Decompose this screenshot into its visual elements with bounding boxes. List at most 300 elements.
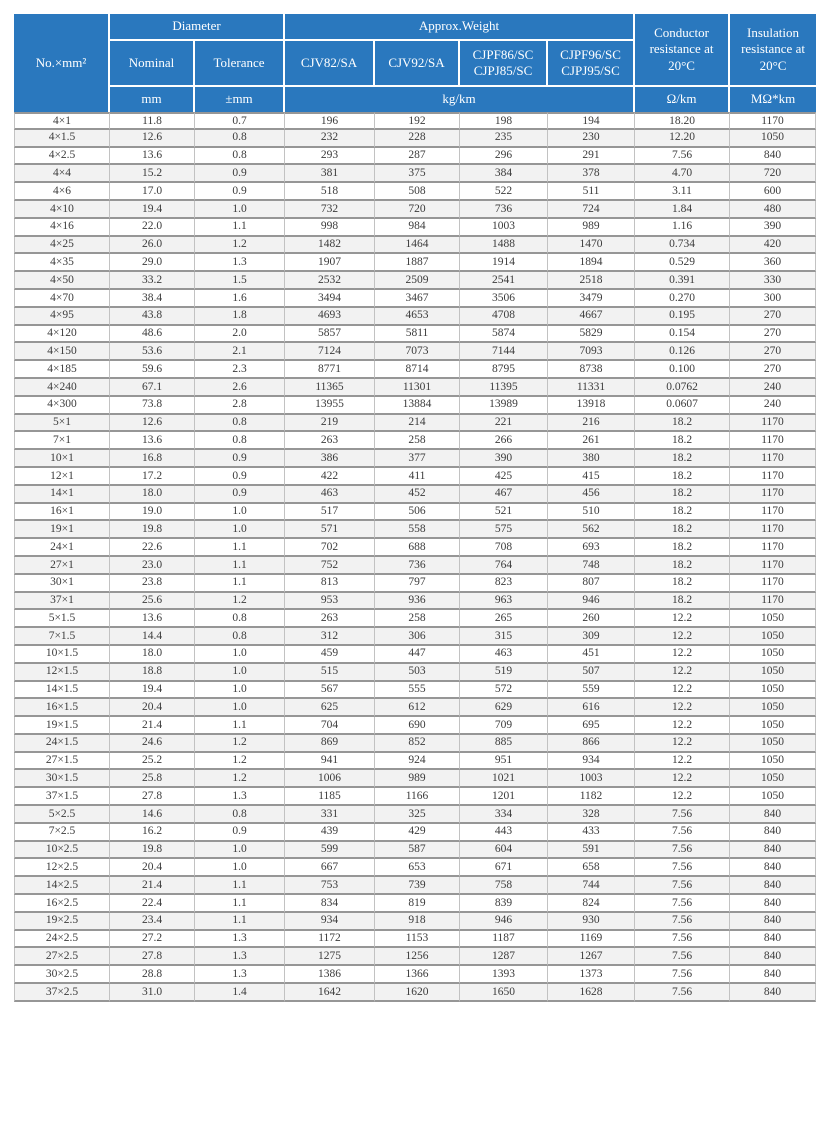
cell: 840 — [730, 824, 816, 842]
cell: 4×1 — [14, 112, 110, 130]
cell: 3467 — [375, 290, 460, 308]
cell: 0.0762 — [635, 379, 730, 397]
header-weight-group: Approx.Weight — [285, 14, 635, 41]
cell: 467 — [460, 486, 548, 504]
cell: 1.3 — [195, 254, 285, 272]
cell: 1.0 — [195, 646, 285, 664]
cell: 312 — [285, 628, 375, 646]
cell: 934 — [548, 753, 635, 771]
cell: 946 — [548, 593, 635, 611]
cell: 12.2 — [635, 699, 730, 717]
cell: 510 — [548, 504, 635, 522]
cell: 59.6 — [110, 361, 195, 379]
cell: 720 — [375, 201, 460, 219]
cell: 27×1.5 — [14, 753, 110, 771]
cell: 1.16 — [635, 219, 730, 237]
cell: 7×1 — [14, 432, 110, 450]
cell: 12×1.5 — [14, 664, 110, 682]
cell: 7.56 — [635, 895, 730, 913]
cell: 1006 — [285, 770, 375, 788]
cell: 5874 — [460, 326, 548, 344]
cell: 724 — [548, 201, 635, 219]
cell: 764 — [460, 557, 548, 575]
cell: 1050 — [730, 664, 816, 682]
cell: 375 — [375, 165, 460, 183]
cell: 1.2 — [195, 237, 285, 255]
cell: 688 — [375, 539, 460, 557]
table-row — [14, 130, 816, 148]
table-row — [14, 842, 816, 860]
cell: 433 — [548, 824, 635, 842]
cell: 924 — [375, 753, 460, 771]
cell: 296 — [460, 148, 548, 166]
cell: 1907 — [285, 254, 375, 272]
cell: 1.3 — [195, 966, 285, 984]
cell: 658 — [548, 859, 635, 877]
cell: 27.8 — [110, 788, 195, 806]
cell: 1470 — [548, 237, 635, 255]
header-diameter-group: Diameter — [110, 14, 285, 41]
cell: 17.0 — [110, 183, 195, 201]
cell: 19.4 — [110, 201, 195, 219]
table-row — [14, 254, 816, 272]
cell: 315 — [460, 628, 548, 646]
cell: 18.8 — [110, 664, 195, 682]
cell: 12.20 — [635, 130, 730, 148]
cell: 591 — [548, 842, 635, 860]
cell: 1894 — [548, 254, 635, 272]
table-row — [14, 735, 816, 753]
cell: 1170 — [730, 468, 816, 486]
cell: 425 — [460, 468, 548, 486]
cell: 515 — [285, 664, 375, 682]
cell: 0.529 — [635, 254, 730, 272]
cell: 1620 — [375, 984, 460, 1002]
cell: 951 — [460, 753, 548, 771]
cell: 459 — [285, 646, 375, 664]
table-row — [14, 575, 816, 593]
cell: 506 — [375, 504, 460, 522]
cell: 7.56 — [635, 913, 730, 931]
cell: 21.4 — [110, 717, 195, 735]
cell: 599 — [285, 842, 375, 860]
cell: 263 — [285, 610, 375, 628]
cell: 0.9 — [195, 468, 285, 486]
cell: 13.6 — [110, 432, 195, 450]
cell: 0.8 — [195, 130, 285, 148]
cell: 1.1 — [195, 539, 285, 557]
table-row — [14, 628, 816, 646]
cell: 10×1 — [14, 450, 110, 468]
cell: 840 — [730, 966, 816, 984]
cell: 14.4 — [110, 628, 195, 646]
cell: 12.2 — [635, 682, 730, 700]
cell: 1170 — [730, 486, 816, 504]
header-cjv92: CJV92/SA — [375, 41, 460, 87]
cell: 555 — [375, 682, 460, 700]
cell: 334 — [460, 806, 548, 824]
cell: 1050 — [730, 130, 816, 148]
cell: 10×2.5 — [14, 842, 110, 860]
cell: 22.4 — [110, 895, 195, 913]
cell: 866 — [548, 735, 635, 753]
cell: 7124 — [285, 343, 375, 361]
table-row — [14, 806, 816, 824]
cell: 293 — [285, 148, 375, 166]
cell: 4×50 — [14, 272, 110, 290]
cell: 11331 — [548, 379, 635, 397]
cell: 4×1.5 — [14, 130, 110, 148]
table-row — [14, 379, 816, 397]
cell: 4.70 — [635, 165, 730, 183]
cell: 291 — [548, 148, 635, 166]
cell: 33.2 — [110, 272, 195, 290]
cell: 4×4 — [14, 165, 110, 183]
cell: 4×10 — [14, 201, 110, 219]
cell: 695 — [548, 717, 635, 735]
cell: 0.391 — [635, 272, 730, 290]
cell: 8771 — [285, 361, 375, 379]
cell: 518 — [285, 183, 375, 201]
cell: 0.734 — [635, 237, 730, 255]
cell: 216 — [548, 415, 635, 433]
cell: 1050 — [730, 628, 816, 646]
cell: 0.195 — [635, 308, 730, 326]
table-row — [14, 859, 816, 877]
header-tolerance: Tolerance — [195, 41, 285, 87]
cell: 7073 — [375, 343, 460, 361]
cell: 2518 — [548, 272, 635, 290]
cell: 331 — [285, 806, 375, 824]
cell: 0.100 — [635, 361, 730, 379]
cell: 38.4 — [110, 290, 195, 308]
cell: 25.6 — [110, 593, 195, 611]
cell: 306 — [375, 628, 460, 646]
cell: 29.0 — [110, 254, 195, 272]
cell: 287 — [375, 148, 460, 166]
cell: 840 — [730, 859, 816, 877]
cell: 384 — [460, 165, 548, 183]
cell: 918 — [375, 913, 460, 931]
cell: 1256 — [375, 948, 460, 966]
cell: 1.0 — [195, 699, 285, 717]
cell: 963 — [460, 593, 548, 611]
cell: 839 — [460, 895, 548, 913]
cell: 13955 — [285, 397, 375, 415]
cell: 704 — [285, 717, 375, 735]
cell: 4653 — [375, 308, 460, 326]
cell: 240 — [730, 397, 816, 415]
cell: 7.56 — [635, 824, 730, 842]
cell: 25.2 — [110, 753, 195, 771]
cell: 953 — [285, 593, 375, 611]
cell: 27.8 — [110, 948, 195, 966]
cell: 4×6 — [14, 183, 110, 201]
cell: 5857 — [285, 326, 375, 344]
header-cjpf86: CJPF86/SC CJPJ85/SC — [460, 41, 548, 87]
unit-nominal: mm — [110, 87, 195, 112]
cell: 797 — [375, 575, 460, 593]
cell: 23.0 — [110, 557, 195, 575]
cell: 4×240 — [14, 379, 110, 397]
cell: 8738 — [548, 361, 635, 379]
cell: 443 — [460, 824, 548, 842]
cell: 258 — [375, 610, 460, 628]
cell: 270 — [730, 343, 816, 361]
cell: 11395 — [460, 379, 548, 397]
cell: 1628 — [548, 984, 635, 1002]
table-row — [14, 539, 816, 557]
cell: 1.4 — [195, 984, 285, 1002]
cell: 13.6 — [110, 610, 195, 628]
cell: 7.56 — [635, 948, 730, 966]
cell: 2.3 — [195, 361, 285, 379]
cell: 1185 — [285, 788, 375, 806]
cell: 1.1 — [195, 575, 285, 593]
cell: 758 — [460, 877, 548, 895]
cell: 1.0 — [195, 504, 285, 522]
cell: 12.2 — [635, 664, 730, 682]
cell: 1050 — [730, 753, 816, 771]
cell: 4×35 — [14, 254, 110, 272]
table-row — [14, 308, 816, 326]
cell: 4×300 — [14, 397, 110, 415]
cell: 37×1.5 — [14, 788, 110, 806]
cell: 260 — [548, 610, 635, 628]
cell: 196 — [285, 112, 375, 130]
cell: 12.2 — [635, 646, 730, 664]
cell: 1.5 — [195, 272, 285, 290]
table-body — [14, 112, 816, 1002]
cell: 1170 — [730, 112, 816, 130]
unit-tolerance: ±mm — [195, 87, 285, 112]
cell: 1.0 — [195, 201, 285, 219]
table-row — [14, 361, 816, 379]
cell: 4×16 — [14, 219, 110, 237]
cell: 840 — [730, 806, 816, 824]
cell: 19×1.5 — [14, 717, 110, 735]
cell: 522 — [460, 183, 548, 201]
cell: 1170 — [730, 432, 816, 450]
cell: 0.126 — [635, 343, 730, 361]
cell: 20.4 — [110, 859, 195, 877]
table-row — [14, 931, 816, 949]
cell: 270 — [730, 308, 816, 326]
cell: 1166 — [375, 788, 460, 806]
cell: 0.270 — [635, 290, 730, 308]
cell: 5×1 — [14, 415, 110, 433]
cell: 1050 — [730, 770, 816, 788]
table-row — [14, 682, 816, 700]
header-insulation-resistance: Insulation resistance at 20°C — [730, 14, 816, 87]
cell: 1.1 — [195, 557, 285, 575]
cell: 378 — [548, 165, 635, 183]
cell: 28.8 — [110, 966, 195, 984]
cell: 13.6 — [110, 148, 195, 166]
table-row — [14, 646, 816, 664]
cell: 4×120 — [14, 326, 110, 344]
cell: 1275 — [285, 948, 375, 966]
cell: 12.2 — [635, 770, 730, 788]
cell: 7.56 — [635, 842, 730, 860]
cell: 1.0 — [195, 682, 285, 700]
cell: 14×2.5 — [14, 877, 110, 895]
cell: 840 — [730, 148, 816, 166]
cell: 230 — [548, 130, 635, 148]
cell: 20.4 — [110, 699, 195, 717]
cell: 7.56 — [635, 931, 730, 949]
table-row — [14, 717, 816, 735]
cell: 30×1 — [14, 575, 110, 593]
cell: 1366 — [375, 966, 460, 984]
table-header — [14, 14, 816, 112]
cell: 228 — [375, 130, 460, 148]
cell: 18.0 — [110, 646, 195, 664]
cell: 8795 — [460, 361, 548, 379]
cell: 840 — [730, 877, 816, 895]
cell: 67.1 — [110, 379, 195, 397]
cell: 12×1 — [14, 468, 110, 486]
cell: 18.2 — [635, 575, 730, 593]
cell: 1170 — [730, 504, 816, 522]
cell: 823 — [460, 575, 548, 593]
table-row — [14, 486, 816, 504]
cell: 3506 — [460, 290, 548, 308]
table-row — [14, 468, 816, 486]
cell: 48.6 — [110, 326, 195, 344]
cell: 18.20 — [635, 112, 730, 130]
cell: 198 — [460, 112, 548, 130]
cell: 1267 — [548, 948, 635, 966]
cell: 1287 — [460, 948, 548, 966]
cell: 1170 — [730, 450, 816, 468]
cell: 12.6 — [110, 130, 195, 148]
cell: 671 — [460, 859, 548, 877]
cell: 2.1 — [195, 343, 285, 361]
cell: 720 — [730, 165, 816, 183]
cell: 0.9 — [195, 450, 285, 468]
cell: 1170 — [730, 575, 816, 593]
cell: 30×1.5 — [14, 770, 110, 788]
cell: 1170 — [730, 539, 816, 557]
cell: 708 — [460, 539, 548, 557]
table-row — [14, 201, 816, 219]
cell: 840 — [730, 931, 816, 949]
cell: 571 — [285, 521, 375, 539]
cell: 1.1 — [195, 877, 285, 895]
cell: 21.4 — [110, 877, 195, 895]
cell: 7.56 — [635, 806, 730, 824]
table-row — [14, 343, 816, 361]
cell: 1.2 — [195, 593, 285, 611]
cell: 572 — [460, 682, 548, 700]
cell: 7.56 — [635, 984, 730, 1002]
cell: 1.3 — [195, 948, 285, 966]
cell: 840 — [730, 984, 816, 1002]
cell: 2532 — [285, 272, 375, 290]
cell: 18.2 — [635, 521, 730, 539]
table-row — [14, 237, 816, 255]
cell: 521 — [460, 504, 548, 522]
header-group-row — [14, 14, 816, 41]
table-row — [14, 504, 816, 522]
cell: 1.2 — [195, 753, 285, 771]
cell: 261 — [548, 432, 635, 450]
cell: 37×1 — [14, 593, 110, 611]
table-row — [14, 824, 816, 842]
cell: 1887 — [375, 254, 460, 272]
cell: 744 — [548, 877, 635, 895]
cell: 1386 — [285, 966, 375, 984]
cell: 14.6 — [110, 806, 195, 824]
table-row — [14, 148, 816, 166]
cell: 1.3 — [195, 788, 285, 806]
cell: 1050 — [730, 735, 816, 753]
cell: 16.8 — [110, 450, 195, 468]
cell: 1393 — [460, 966, 548, 984]
cell: 1187 — [460, 931, 548, 949]
cell: 411 — [375, 468, 460, 486]
cell: 1003 — [548, 770, 635, 788]
cell: 575 — [460, 521, 548, 539]
cell: 834 — [285, 895, 375, 913]
cell: 18.2 — [635, 557, 730, 575]
cell: 26.0 — [110, 237, 195, 255]
cell: 360 — [730, 254, 816, 272]
cell: 214 — [375, 415, 460, 433]
cell: 4667 — [548, 308, 635, 326]
cell: 558 — [375, 521, 460, 539]
table-row — [14, 913, 816, 931]
cell: 1.1 — [195, 895, 285, 913]
cell: 503 — [375, 664, 460, 682]
cell: 14×1.5 — [14, 682, 110, 700]
cell: 1182 — [548, 788, 635, 806]
cell: 1.2 — [195, 735, 285, 753]
cell: 12.6 — [110, 415, 195, 433]
header-conductor-resistance: Conductor resistance at 20°C — [635, 14, 730, 87]
cell: 752 — [285, 557, 375, 575]
cell: 941 — [285, 753, 375, 771]
cell: 1.0 — [195, 842, 285, 860]
cell: 380 — [548, 450, 635, 468]
cell: 0.8 — [195, 610, 285, 628]
cell: 420 — [730, 237, 816, 255]
cell: 22.6 — [110, 539, 195, 557]
cell: 7×1.5 — [14, 628, 110, 646]
cell: 18.2 — [635, 450, 730, 468]
cell: 258 — [375, 432, 460, 450]
cell: 7093 — [548, 343, 635, 361]
cell: 0.0607 — [635, 397, 730, 415]
cell: 14×1 — [14, 486, 110, 504]
cell: 0.8 — [195, 806, 285, 824]
cell: 451 — [548, 646, 635, 664]
cell: 4×150 — [14, 343, 110, 361]
cell: 0.8 — [195, 628, 285, 646]
cell: 0.8 — [195, 148, 285, 166]
cell: 300 — [730, 290, 816, 308]
cell: 11301 — [375, 379, 460, 397]
cell: 813 — [285, 575, 375, 593]
cell: 18.2 — [635, 468, 730, 486]
cell: 587 — [375, 842, 460, 860]
cell: 37×2.5 — [14, 984, 110, 1002]
cell: 562 — [548, 521, 635, 539]
cell: 7.56 — [635, 148, 730, 166]
cell: 736 — [460, 201, 548, 219]
cell: 12.2 — [635, 628, 730, 646]
